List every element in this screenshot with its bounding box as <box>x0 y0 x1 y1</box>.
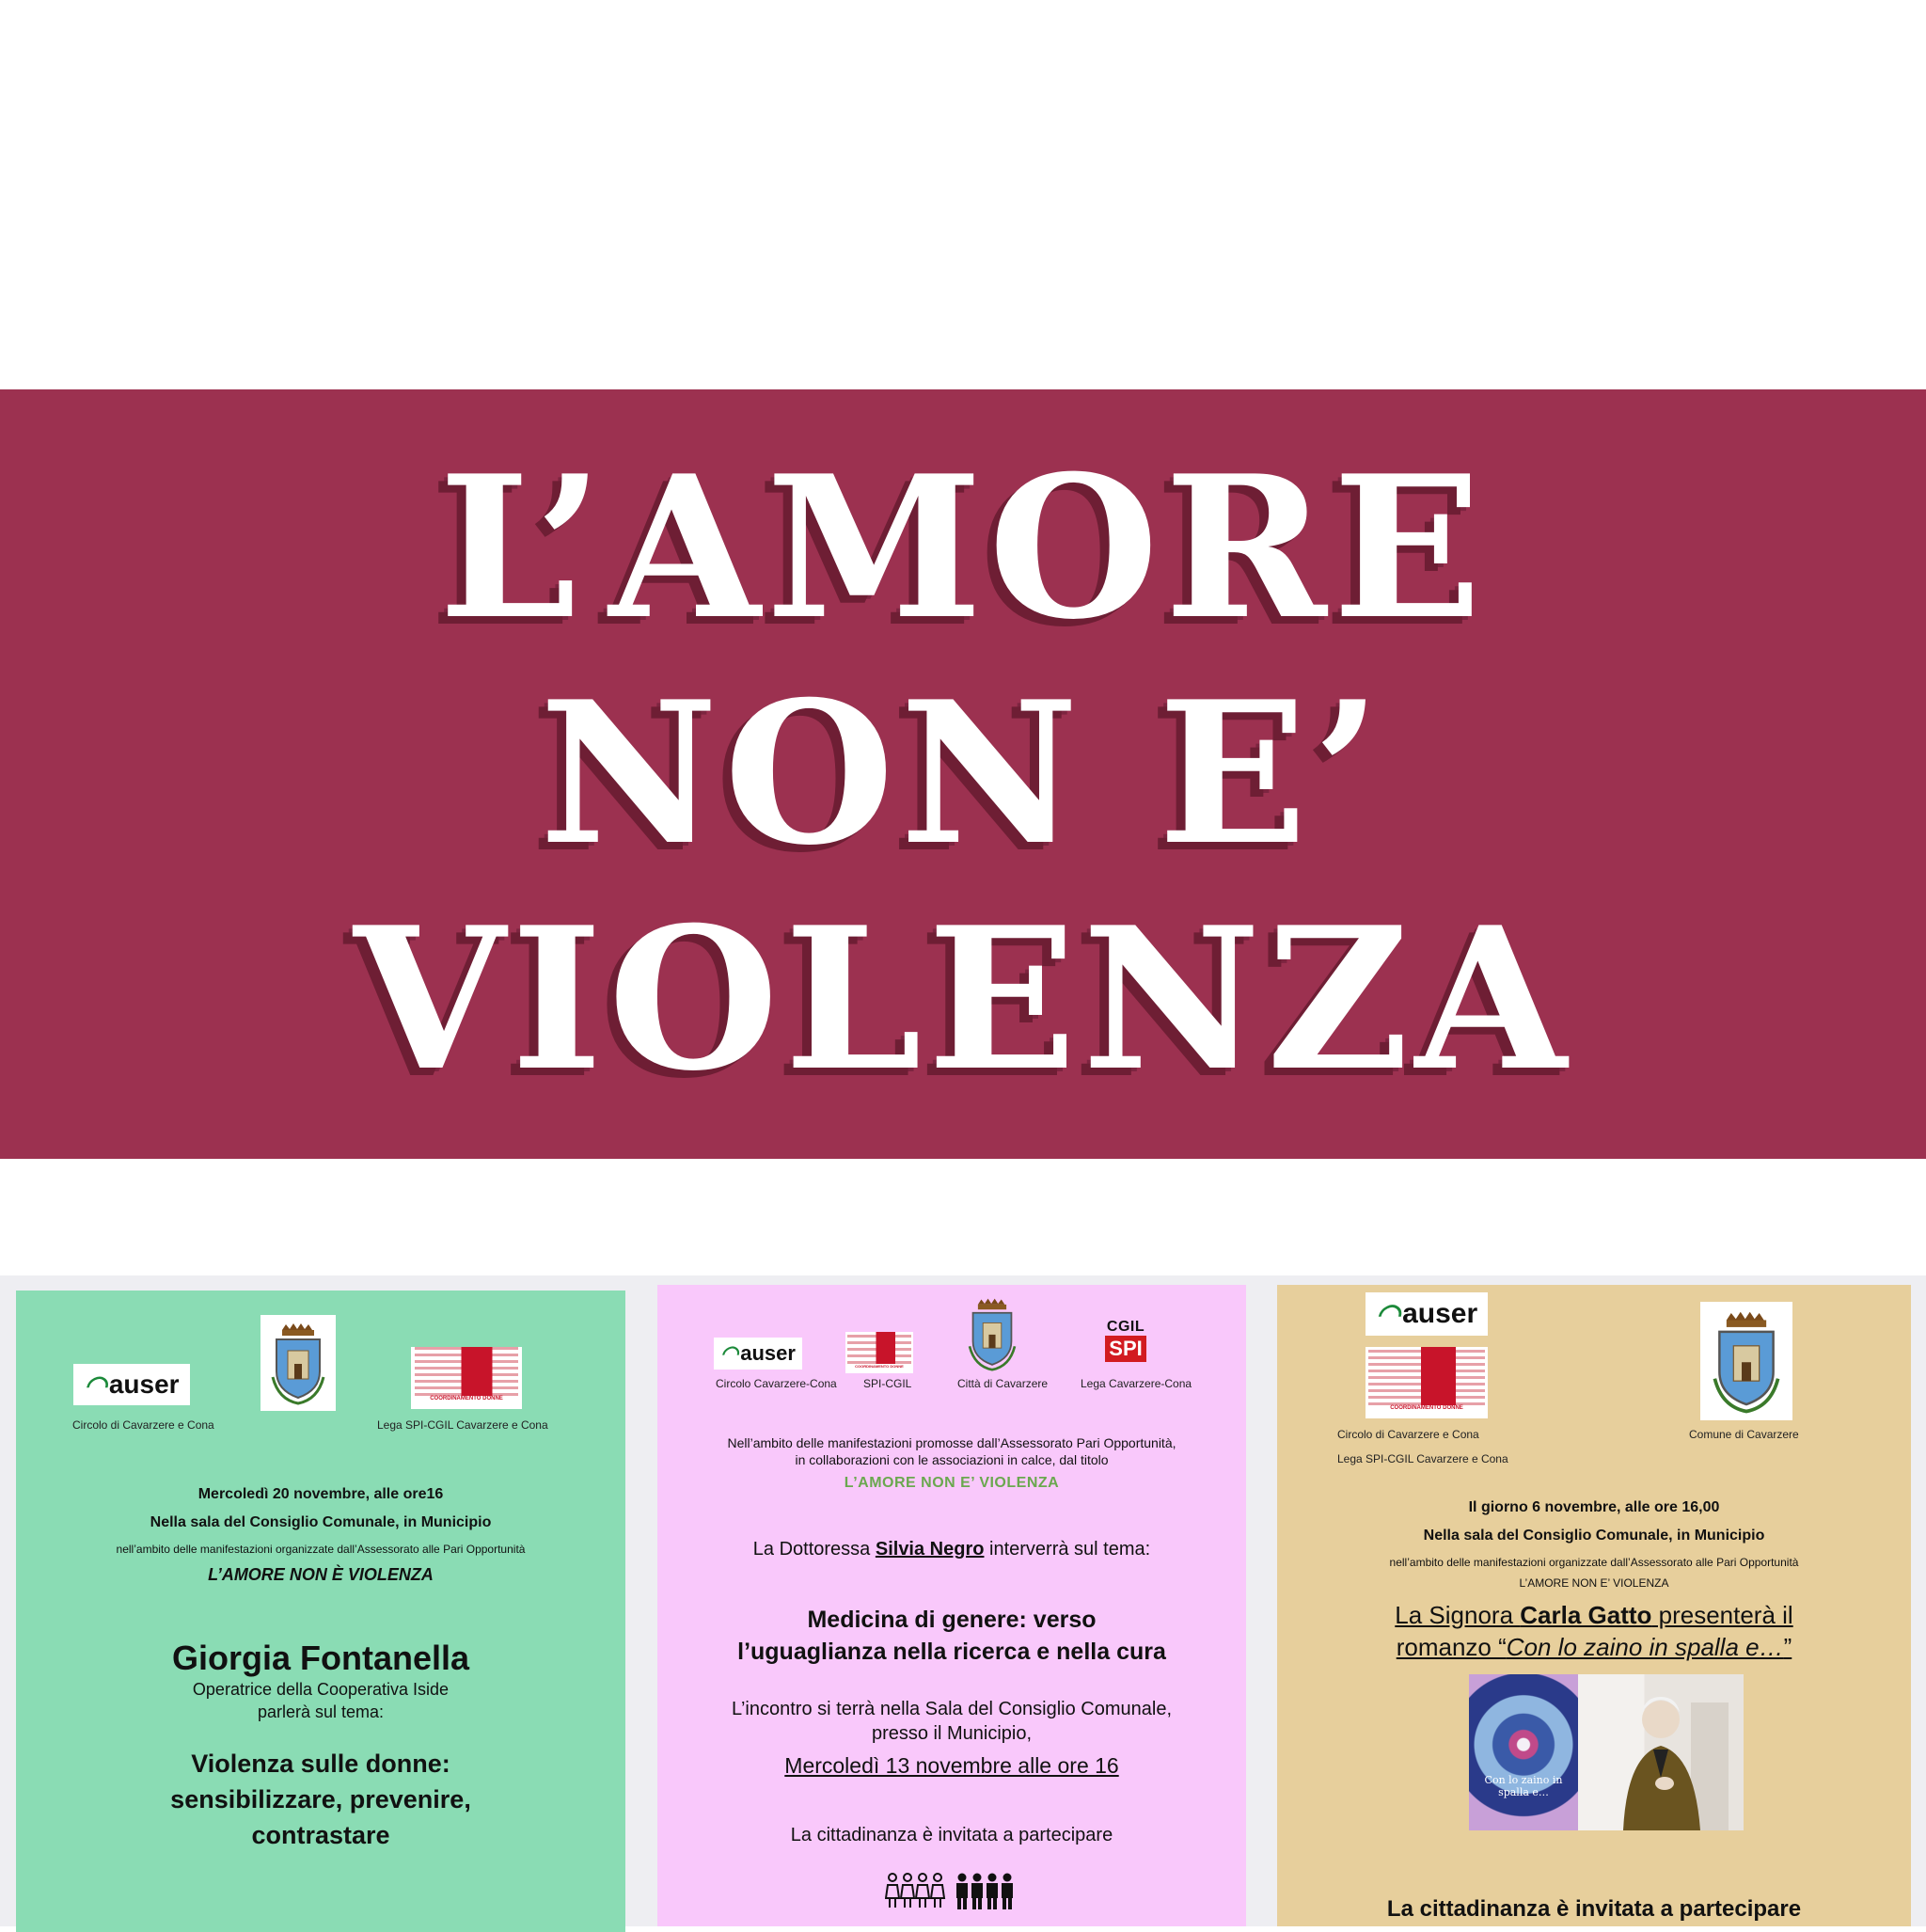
speaker-name: Giorgia Fontanella <box>171 1639 470 1677</box>
auser-logo: ◠ auser <box>1366 1292 1488 1336</box>
event-venue: Nella sala del Consiglio Comunale, in Municipio <box>1423 1528 1765 1544</box>
event-venue: Nella sala del Consiglio Comunale, in Municipio <box>150 1514 492 1530</box>
topic-line-3: contrastare <box>251 1821 390 1849</box>
book-cover-image: Con lo zaino in spalla e… <box>1469 1674 1578 1830</box>
place-line-1: L’incontro si terrà nella Sala del Consiglio Comunale, <box>731 1699 1173 1719</box>
speaker-name: Silvia Negro <box>875 1539 985 1560</box>
caption-lega: Lega SPI-CGIL Cavarzere e Cona <box>1337 1452 1508 1465</box>
intro-line-1: Nell’ambito delle manifestazioni promosse dall’Assessorato Pari Opportunità, <box>727 1435 1176 1450</box>
poster-silvia-negro <box>657 1285 1246 1926</box>
speaker-intro: parlerà sul tema: <box>257 1702 385 1721</box>
event-date: Il giorno 6 novembre, alle ore 16,00 <box>1468 1499 1720 1515</box>
book-title: Con lo zaino in spalla e… <box>1506 1633 1784 1661</box>
presenter-line: La Signora Carla Gatto presenterà il <box>1395 1601 1793 1629</box>
event-date: Mercoledì 20 novembre, alle ore16 <box>197 1486 444 1502</box>
invitation: La cittadinanza è invitata a partecipare <box>790 1825 1113 1845</box>
banner-title-line-1: L’AMORE <box>438 434 1488 663</box>
place-line-2: presso il Municipio, <box>871 1723 1033 1744</box>
speaker-line: La Dottoressa Silvia Negro interverrà sul tema: <box>752 1539 1151 1560</box>
caption-lega: Lega Cavarzere-Cona <box>1081 1377 1192 1390</box>
event-date: Mercoledì 13 novembre alle ore 16 <box>784 1753 1119 1778</box>
event-context: nell’ambito delle manifestazioni organizzate dall’Assessorato alle Pari Opportunità <box>1389 1556 1799 1569</box>
topic-line-2: sensibilizzare, prevenire, <box>170 1785 471 1813</box>
presenter-name: Carla Gatto <box>1520 1601 1652 1629</box>
coordinamento-donne-logo: COORDINAMENTO DONNE <box>411 1347 522 1409</box>
topic-line-2: l’uguaglianza nella ricerca e nella cura <box>737 1639 1166 1665</box>
spi-cgil-caption: Lega SPI-CGIL Cavarzere e Cona <box>377 1418 548 1432</box>
cavarzere-crest-icon <box>260 1315 336 1411</box>
auser-logo: ◠ auser <box>73 1364 190 1405</box>
coordinamento-donne-logo: COORDINAMENTO DONNE <box>1366 1347 1488 1418</box>
series-title: L’AMORE NON E’ VIOLENZA <box>1519 1576 1669 1590</box>
series-title: L’AMORE NON E’ VIOLENZA <box>844 1475 1060 1491</box>
people-group-icon <box>885 1872 1017 1911</box>
banner-title-line-2: NON E’ <box>539 659 1387 889</box>
invitation: La cittadinanza è invitata a partecipare <box>1386 1896 1802 1922</box>
cavarzere-crest-icon <box>962 1296 1022 1371</box>
speaker-role: Operatrice della Cooperativa Iside <box>192 1680 450 1699</box>
banner-title-line-3: VIOLENZA <box>354 885 1572 1115</box>
cavarzere-crest-icon <box>1700 1302 1792 1420</box>
poster-giorgia-fontanella <box>16 1291 625 1932</box>
caption-circolo: Circolo di Cavarzere e Cona <box>1337 1428 1479 1441</box>
series-title: L’AMORE NON È VIOLENZA <box>208 1565 434 1584</box>
topic-line-1: Medicina di genere: verso <box>807 1607 1097 1633</box>
topic-line-1: Violenza sulle donne: <box>191 1750 450 1778</box>
caption-spi-cgil: SPI-CGIL <box>863 1377 912 1390</box>
auser-caption: Circolo di Cavarzere e Cona <box>72 1418 214 1432</box>
auser-logo: ◠ auser <box>714 1338 802 1370</box>
title-banner <box>0 389 1926 1159</box>
caption-comune: Comune di Cavarzere <box>1689 1428 1799 1441</box>
event-context: nell’ambito delle manifestazioni organizzate dall’Assessorato alle Pari Opportunità <box>116 1543 526 1556</box>
coordinamento-donne-logo: COORDINAMENTO DONNE <box>845 1332 913 1373</box>
book-line: romanzo “Con lo zaino in spalla e…” <box>1396 1633 1792 1661</box>
caption-circolo: Circolo Cavarzere-Cona <box>716 1377 837 1390</box>
author-photo <box>1578 1674 1744 1830</box>
poster-carla-gatto <box>1277 1285 1911 1926</box>
cgil-spi-logo: CGIL SPI <box>1106 1319 1145 1360</box>
caption-citta: Città di Cavarzere <box>957 1377 1049 1390</box>
intro-line-2: in collaborazioni con le associazioni in calce, dal titolo <box>795 1452 1109 1467</box>
